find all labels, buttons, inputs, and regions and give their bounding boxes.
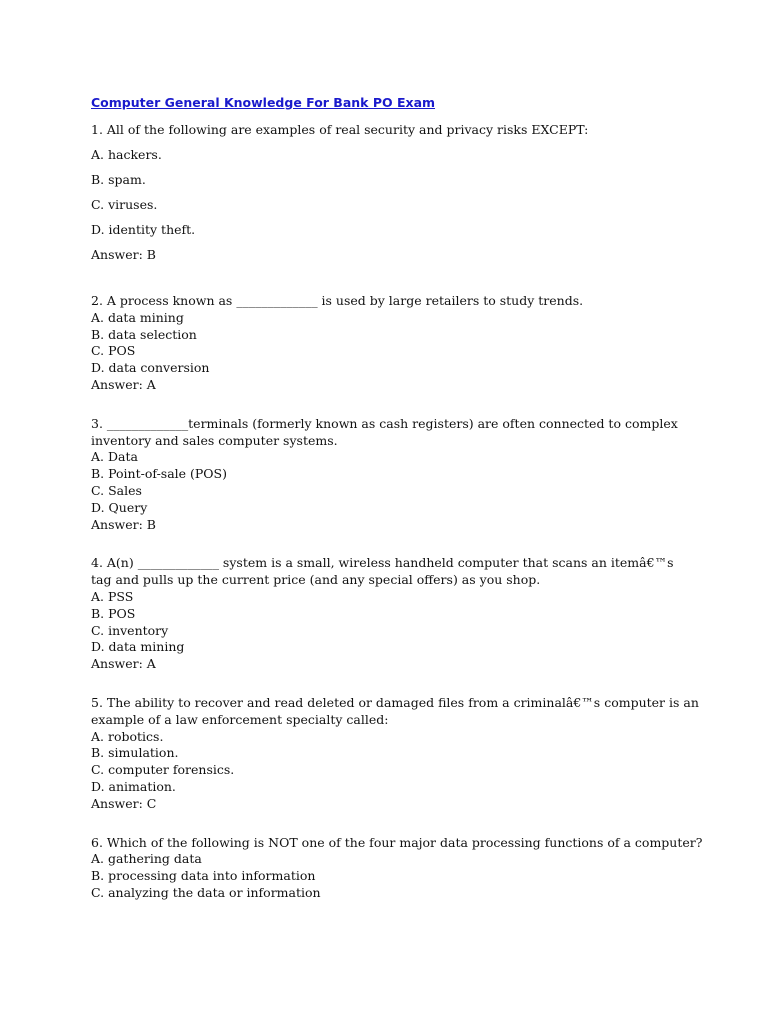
question-3-option-c: C. Sales xyxy=(91,482,142,498)
question-5-text-line-2: example of a law enforcement specialty called: xyxy=(91,711,389,727)
question-4-option-a: A. PSS xyxy=(91,588,134,604)
question-2 xyxy=(91,293,701,394)
question-4-answer: Answer: A xyxy=(91,656,156,672)
question-3 xyxy=(91,416,701,534)
question-2-text: 2. A process known as _____________ is used by large retailers to study trends. xyxy=(91,293,584,308)
question-4-text-line-1: 4. A(n) _____________ system is a small, wireless handheld computer that scans an itemâ€™s xyxy=(91,555,674,571)
question-1-option-c: C. viruses. xyxy=(91,197,158,212)
question-3-option-b: B. Point-of-sale (POS) xyxy=(91,466,227,482)
question-2-option-a: A. data mining xyxy=(91,309,184,325)
question-4-text-line-2: tag and pulls up the current price (and any special offers) as you shop. xyxy=(91,572,541,588)
question-5-option-a: A. robotics. xyxy=(91,728,164,744)
question-4-option-c: C. inventory xyxy=(91,622,169,638)
question-4-option-d: D. data mining xyxy=(91,639,185,655)
question-3-option-d: D. Query xyxy=(91,499,148,515)
question-1-answer: Answer: B xyxy=(91,247,156,262)
question-6-text: 6. Which of the following is NOT one of the four major data processing functions of a computer? xyxy=(91,834,703,850)
question-1-text: 1. All of the following are examples of real security and privacy risks EXCEPT: xyxy=(91,122,589,137)
question-5-answer: Answer: C xyxy=(91,795,157,811)
document-title-link[interactable]: Computer General Knowledge For Bank PO Exam xyxy=(91,95,436,110)
question-2-option-d: D. data conversion xyxy=(91,360,210,376)
question-3-option-a: A. Data xyxy=(91,449,138,465)
question-4-option-b: B. POS xyxy=(91,605,136,621)
question-5-option-b: B. simulation. xyxy=(91,745,179,761)
question-1-option-b: B. spam. xyxy=(91,172,146,187)
question-5-option-d: D. animation. xyxy=(91,778,176,794)
question-6-option-b: B. processing data into information xyxy=(91,868,316,884)
question-5 xyxy=(91,695,701,813)
question-3-answer: Answer: B xyxy=(91,516,156,532)
question-5-text-line-1: 5. The ability to recover and read deleted or damaged files from a criminalâ€™s computer is an xyxy=(91,694,699,710)
question-4 xyxy=(91,555,701,673)
question-1 xyxy=(91,121,701,263)
question-1-option-a: A. hackers. xyxy=(91,147,162,162)
question-5-option-c: C. computer forensics. xyxy=(91,762,235,778)
question-6-option-a: A. gathering data xyxy=(91,851,202,867)
question-6-option-c: C. analyzing the data or information xyxy=(91,884,321,900)
question-2-answer: Answer: A xyxy=(91,376,156,392)
question-3-text-line-2: inventory and sales computer systems. xyxy=(91,432,338,448)
question-6 xyxy=(91,835,701,902)
question-1-option-d: D. identity theft. xyxy=(91,222,196,237)
question-2-option-c: C. POS xyxy=(91,343,136,359)
question-3-text-line-1: 3. _____________terminals (formerly known as cash registers) are often connected to complex xyxy=(91,415,678,431)
question-list xyxy=(91,121,701,902)
question-2-option-b: B. data selection xyxy=(91,326,197,342)
